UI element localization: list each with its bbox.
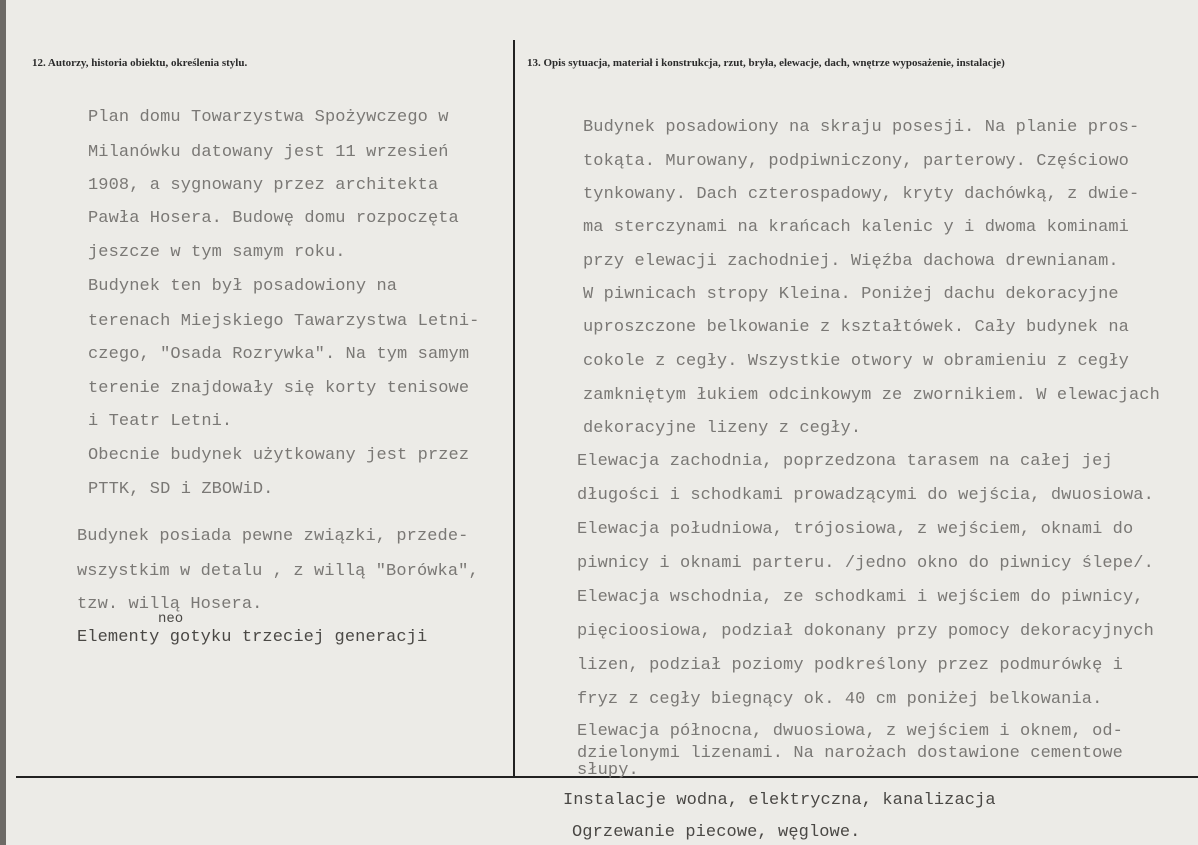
text-line: jeszcze w tym samym roku. [88, 243, 346, 262]
text-line: Instalacje wodna, elektryczna, kanalizacja [563, 791, 996, 810]
text-line: Budynek posadowiony na skraju posesji. Na planie pros- [583, 118, 1140, 137]
text-line: Obecnie budynek użytkowany jest przez [88, 446, 470, 465]
text-line: Plan domu Towarzystwa Spożywczego w [88, 108, 449, 127]
text-line: dzielonymi lizenami. Na narożach dostawione cementowe [577, 744, 1123, 763]
text-line: słupy. [577, 761, 639, 780]
text-line: dekoracyjne lizeny z cegły. [583, 419, 862, 438]
text-line: Budynek posiada pewne związki, przede- [77, 527, 469, 546]
text-line: długości i schodkami prowadzącymi do wejścia, dwuosiowa. [577, 486, 1154, 505]
text-line: i Teatr Letni. [88, 412, 233, 431]
text-line: uproszczone belkowanie z kształtówek. Cały budynek na [583, 318, 1129, 337]
text-line: PTTK, SD i ZBOWiD. [88, 480, 274, 499]
text-line: lizen, podział poziomy podkreślony przez podmurówkę i [577, 656, 1123, 675]
text-line: tzw. willą Hosera. [77, 595, 263, 614]
text-line: terenie znajdowały się korty tenisowe [88, 379, 470, 398]
section-13-heading: 13. Opis sytuacja, materiał i konstrukcja, rzut, bryła, elewacje, dach, wnętrze wyposażenie, instalacje) [527, 57, 1005, 69]
text-line: piwnicy i oknami parteru. /jedno okno do piwnicy ślepe/. [577, 554, 1154, 573]
text-line: tokąta. Murowany, podpiwniczony, parterowy. Częściowo [583, 152, 1129, 171]
text-line: ma sterczynami na krańcach kalenic y i dwoma kominami [583, 218, 1129, 237]
text-line: przy elewacji zachodniej. Więźba dachowa drewnianam. [583, 252, 1119, 271]
text-line: Pawła Hosera. Budowę domu rozpoczęta [88, 209, 459, 228]
text-line: tynkowany. Dach czterospadowy, kryty dachówką, z dwie- [583, 185, 1140, 204]
text-line: cokole z cegły. Wszystkie otwory w obramieniu z cegły [583, 352, 1129, 371]
text-line: W piwnicach stropy Kleina. Poniżej dachu dekoracyjne [583, 285, 1119, 304]
text-line: wszystkim w detalu , z willą "Borówka", [77, 562, 479, 581]
text-line: terenach Miejskiego Tawarzystwa Letni- [88, 312, 480, 331]
text-line: zamkniętym łukiem odcinkowym ze zwornikiem. W elewacjach [583, 386, 1160, 405]
text-line: czego, "Osada Rozrywka". Na tym samym [88, 345, 470, 364]
text-line: Elewacja wschodnia, ze schodkami i wejściem do piwnicy, [577, 588, 1144, 607]
text-line: fryz z cegły biegnący ok. 40 cm poniżej belkowania. [577, 690, 1103, 709]
column-divider [513, 40, 515, 778]
text-line: Budynek ten był posadowiony na [88, 277, 398, 296]
text-line: Elewacja zachodnia, poprzedzona tarasem na całej jej [577, 452, 1113, 471]
text-line: Elementy gotyku trzeciej generacji [77, 628, 428, 647]
handwritten-insert: neo [158, 611, 184, 627]
section-12-heading: 12. Autorzy, historia obiektu, określenia stylu. [32, 57, 248, 69]
text-line: 1908, a sygnowany przez architekta [88, 176, 439, 195]
text-line: Ogrzewanie piecowe, węglowe. [572, 823, 861, 842]
text-line: Milanówku datowany jest 11 wrzesień [88, 143, 449, 162]
text-line: Elewacja południowa, trójosiowa, z wejściem, oknami do [577, 520, 1134, 539]
text-line: Elewacja północna, dwuosiowa, z wejściem i oknem, od- [577, 722, 1123, 741]
text-line: pięcioosiowa, podział dokonany przy pomocy dekoracyjnych [577, 622, 1154, 641]
scan-edge [0, 0, 6, 845]
